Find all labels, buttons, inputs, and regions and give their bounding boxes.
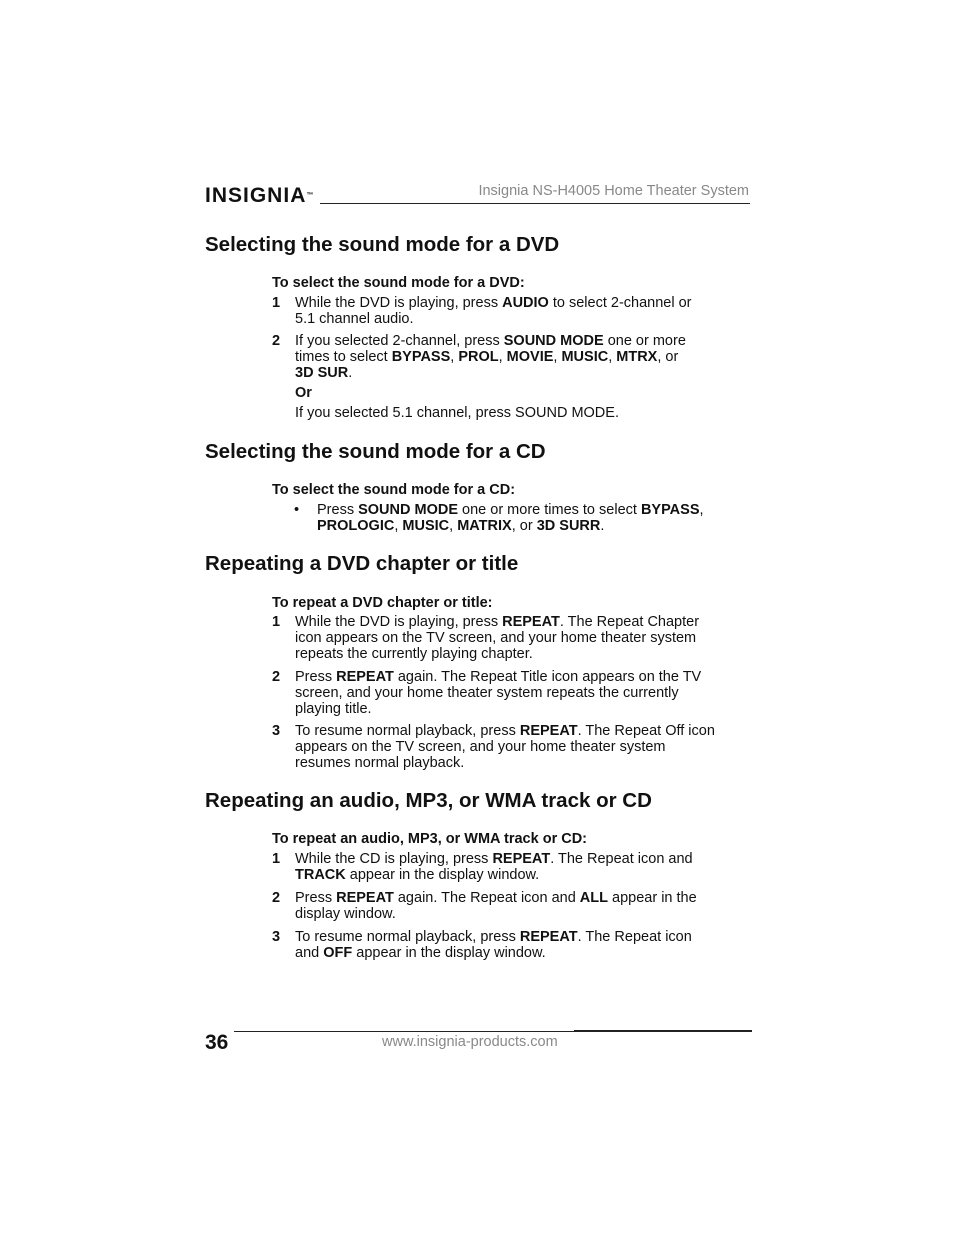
or-label: Or [295,385,312,401]
page-number: 36 [205,1031,229,1054]
section-heading-dvd-sound-mode: Selecting the sound mode for a DVD [205,233,560,256]
step-number: 2 [272,669,281,685]
step-item [272,851,752,883]
section-heading-cd-sound-mode: Selecting the sound mode for a CD [205,440,546,463]
bullet-text: Press SOUND MODE one or more times to select BYPASS, PROLOGIC, MUSIC, MATRIX, or 3D SURR. [317,502,704,534]
step-text: If you selected 2-channel, press SOUND MODE one or more times to select BYPASS, PROL, MOVIE, MUSIC, MTRX, or 3D SUR. Or If you selected 5.1 channel, press SOUND MODE. [295,333,686,421]
footer-url: www.insignia-products.com [382,1034,558,1050]
insignia-logo: INSIGNIA™ [205,184,314,207]
step-text: While the DVD is playing, press REPEAT. The Repeat Chapter icon appears on the TV screen, and your home theater system repeats the currently playing chapter. [295,614,700,662]
step-text: Press REPEAT again. The Repeat icon and ALL appear in the display window. [295,890,697,922]
step-number: 2 [272,333,281,349]
procedure-heading: To select the sound mode for a CD: [272,482,516,498]
footer-rule-thick [574,1030,752,1032]
step-number: 3 [272,723,281,739]
document-title: Insignia NS-H4005 Home Theater System [478,183,749,199]
footer-rule [234,1031,574,1032]
step-text: While the CD is playing, press REPEAT. The Repeat icon and TRACK appear in the display window. [295,851,693,883]
step-item [272,333,752,421]
step-text: To resume normal playback, press REPEAT. The Repeat Off icon appears on the TV screen, and your home theater system resumes normal playback. [295,723,715,771]
step-item [272,723,752,771]
header-rule [320,203,750,204]
step-text: Press REPEAT again. The Repeat Title icon appears on the TV screen, and your home theater system repeats the currently playing title. [295,669,702,717]
step-item [272,890,752,922]
bullet-icon: • [294,502,300,518]
procedure-heading: To repeat a DVD chapter or title: [272,595,493,611]
step-number: 2 [272,890,281,906]
step-item [272,669,752,717]
step-item [272,295,752,327]
procedure-heading: To select the sound mode for a DVD: [272,275,525,291]
section-heading-repeat-dvd: Repeating a DVD chapter or title [205,552,519,575]
step-number: 1 [272,614,281,630]
step-item [272,614,752,662]
step-text: To resume normal playback, press REPEAT. The Repeat icon and OFF appear in the display window. [295,929,692,961]
bullet-item [294,502,754,534]
step-text: While the DVD is playing, press AUDIO to select 2-channel or 5.1 channel audio. [295,295,692,327]
step-item [272,929,752,961]
step-number: 1 [272,851,281,867]
step-number: 3 [272,929,281,945]
section-heading-repeat-audio: Repeating an audio, MP3, or WMA track or CD [205,789,652,812]
step-number: 1 [272,295,281,311]
procedure-heading: To repeat an audio, MP3, or WMA track or CD: [272,831,588,847]
